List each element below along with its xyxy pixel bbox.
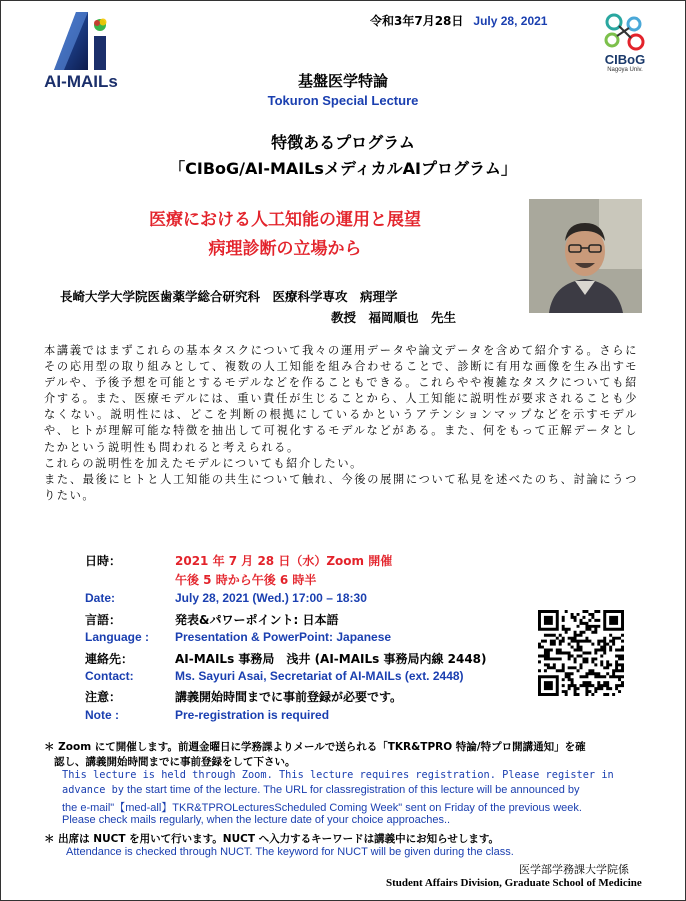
program-line-2: 「CIBoG/AI-MAILsメディカルAIプログラム」: [169, 159, 517, 178]
zoom-note-en-2b: the start time of the lecture. The URL for classregistration of this lecture will be announced by: [124, 784, 580, 796]
speaker-photo: [529, 199, 642, 313]
zoom-note-en-4: Please check mails regularly, when the lecture date of your choice approaches..: [62, 814, 451, 826]
lecture-title-2: 病理診断の立場から: [208, 239, 362, 259]
cibog-logo-sub: Nagoya Univ.: [607, 67, 643, 73]
detail-label: 注意：: [85, 690, 122, 704]
zoom-note-en-2: [62, 784, 580, 796]
detail-value: 発表&パワーポイント: 日本語: [175, 613, 339, 627]
ai-mails-logo-mark: [48, 12, 114, 70]
abstract-paragraph: 本講義ではまずこれらの基本タスクについて我々の運用データや論文データを含めて紹介する。さらにその応用型の取り組みとして、複数の人工知能を組み合わせることで、診断に有用な画像を生み出すモデルや、予後予想を可能とするモデルなどを作ることもできる。これらやや複雑なタスクについても紹介する。また、医療モデルには、重い責任が生じることから、人工知能に説明性が要求されることも少なくない。説明性には、どこを判断の根拠にしているかというアテンションマップなどを示すモデルや、ヒトが理解可能な特徴を抽出して可視化するモデルなどがある。また、何をもって正解データとしたかという説明性も問われると考えられる。: [44, 344, 638, 454]
title-jp: 基盤医学特論: [297, 72, 388, 90]
nuct-note-en: Attendance is checked through NUCT. The keyword for NUCT will be given during the class.: [66, 846, 514, 858]
zoom-note-jp-1: ＊ Zoom にて開催します。前週金曜日に学務課よりメールで送られる「TKR&TPRO 特論/特プロ開講通知」を確: [44, 741, 586, 753]
lecture-title-1: 医療における人工知能の運用と展望: [149, 210, 421, 230]
detail-label: Note :: [85, 708, 119, 722]
abstract-paragraph: これらの説明性を加えたモデルについても紹介したい。: [44, 456, 363, 470]
title-en: Tokuron Special Lecture: [267, 93, 419, 108]
zoom-note-jp-2: 認し、講義開始時間までに事前登録をして下さい。: [54, 756, 296, 768]
detail-label: Language :: [85, 630, 150, 644]
detail-value: 午後 5 時から午後 6 時半: [175, 573, 317, 587]
detail-label: Date:: [85, 591, 116, 605]
detail-label: Contact:: [85, 669, 134, 683]
speaker-affiliation: 長崎大学大学院医歯薬学総合研究科 医療科学専攻 病理学: [60, 289, 398, 304]
detail-value: 2021 年 7 月 28 日（水）Zoom 開催: [175, 554, 393, 568]
detail-label: 言語：: [85, 613, 122, 627]
detail-value: AI-MAILs 事務局 浅井 (AI-MAILs 事務局内線 2448): [175, 652, 487, 666]
nuct-note-jp: ＊ 出席は NUCT を用いて行います。NUCT へ入力するキーワードは講義中にお知らせします。: [44, 833, 499, 845]
abstract: [44, 343, 638, 504]
footer-jp: 医学部学務課大学院係: [519, 863, 629, 876]
zoom-note-en-3: the e-mail"【med-all】TKR&TPROLecturesScheduled Coming Week" sent on Friday of the previous week.: [62, 802, 582, 814]
speaker-portrait-icon: [529, 199, 642, 313]
detail-label: 連絡先：: [85, 652, 134, 666]
detail-value: July 28, 2021 (Wed.) 17:00 – 18:30: [175, 591, 367, 605]
abstract-paragraph: また、最後にヒトと人工知能の共生について触れ、今後の展開について私見を述べたのち、討論にうつりたい。: [44, 472, 638, 502]
cibog-logo-mark: [590, 12, 660, 52]
date-jp: 令和3年7月28日: [370, 14, 464, 28]
speaker-name: 教授 福岡順也 先生: [331, 310, 457, 325]
date-en: July 28, 2021: [473, 14, 548, 28]
registration-qr-code[interactable]: [538, 610, 624, 696]
detail-value: Presentation & PowerPoint: Japanese: [175, 630, 392, 644]
ai-mails-logo-text: AI-MAILs: [44, 72, 118, 91]
detail-label: 日時：: [85, 554, 122, 568]
footer-en: Student Affairs Division, Graduate School of Medicine: [386, 877, 642, 889]
program-line-1: 特徴あるプログラム: [271, 133, 415, 152]
detail-value: Ms. Sayuri Asai, Secretariat of AI-MAILs (ext. 2448): [175, 669, 464, 683]
date: [370, 12, 547, 29]
zoom-note-en-1: This lecture is held through Zoom. This lecture requires registration. Please register in: [62, 769, 614, 781]
detail-value: 講義開始時間までに事前登録が必要です。: [175, 690, 403, 704]
cibog-logo-text: CIBoG: [604, 52, 646, 67]
zoom-note-en-2a: advance by: [62, 784, 124, 796]
detail-value: Pre-registration is required: [175, 708, 330, 722]
qr-modules: [538, 610, 624, 696]
